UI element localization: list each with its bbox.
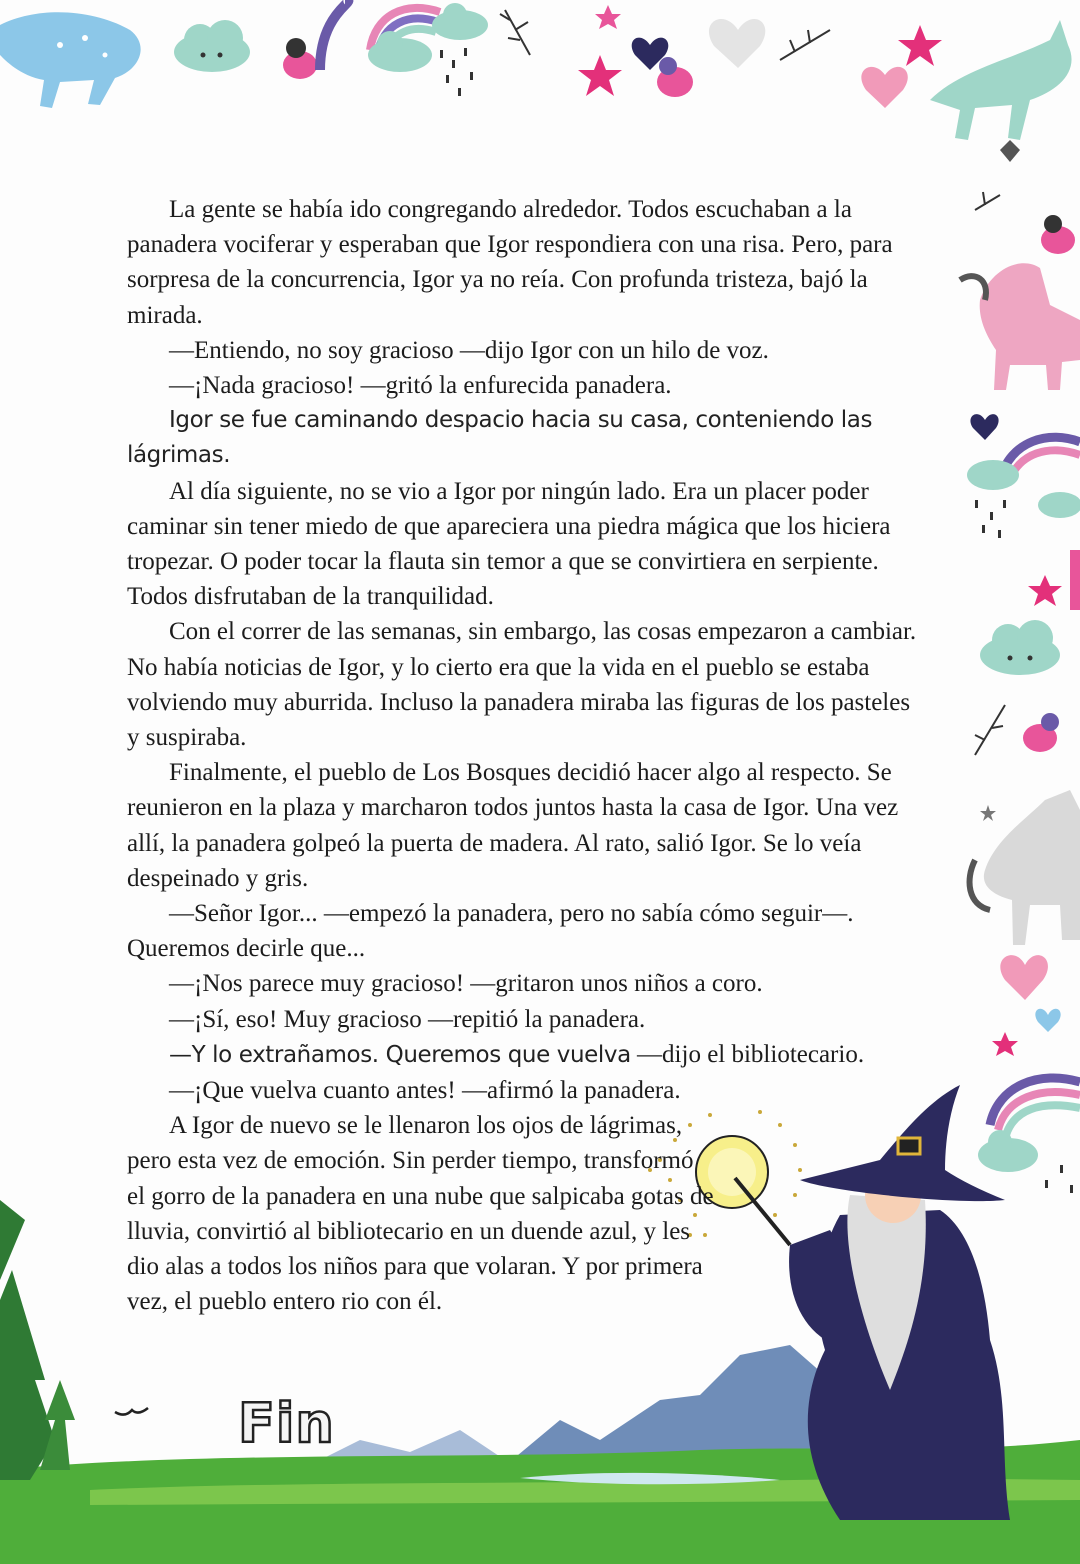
heart-icon [970,414,998,440]
handwritten-dialog: —Y lo extrañamos. Queremos que vuelva [169,1041,631,1068]
star-icon [898,25,942,66]
star-icon [578,55,622,96]
rainbow-icon [967,437,1080,518]
unicorn-illustration [960,263,1080,390]
rain-drops-icon [1045,1165,1073,1193]
branch-icon [780,30,830,60]
story-text [127,192,927,1320]
cloud-icon [980,620,1060,675]
star-icon [595,5,621,29]
rain-drops-icon [975,500,1006,538]
pine-tree-icon [0,1200,75,1480]
bird-icon [283,38,317,79]
dialog-line: —Entiendo, no soy gracioso —dijo Igor con un hilo de voz. [169,336,769,364]
ending-title: Fin [238,1392,335,1455]
pink-ribbon [1070,550,1080,610]
unicorn-illustration [0,12,141,108]
bird-icon [1041,215,1075,254]
handwritten-paragraph: Igor se fue caminando despacio hacia su casa, conteniendo las lágrimas. [127,407,873,469]
story-paragraph: Finalmente, el pueblo de Los Bosques decidió hacer algo al respecto. Se reunieron en la plaza y marcharon todos juntos hasta la casa de Igor. Una vez allí, la panadera golpeó la puerta de madera. Al rato, salió Igor. Se lo veía despeinado y gris. [127,759,899,892]
dialog-line: —¡Nos parece muy gracioso! —gritaron unos niños a coro. [169,970,763,998]
heart-icon [1035,1009,1060,1032]
right-border-illustrations [960,192,1080,1193]
rainbow-icon [978,1078,1080,1172]
branch-icon [975,705,1005,755]
dialog-line: —¡Sí, eso! Muy gracioso —repitió la panadera. [169,1005,646,1033]
bird-icon [657,57,693,97]
bird-icon [1023,713,1059,752]
heart-icon [861,67,907,108]
top-border-illustrations [0,0,1072,162]
story-paragraph: Con el correr de las semanas, sin embargo, las cosas empezaron a cambiar. No había noticias de Igor, y lo cierto era que la vida en el pueblo se estaba volviendo muy aburrida. Incluso la panadera miraba las figuras de los pasteles y suspiraba. [127,618,917,752]
star-icon [1028,575,1062,606]
diamond-icon [1000,140,1020,162]
branch-icon [500,10,530,55]
story-paragraph: La gente se había ido congregando alrededor. Todos escuchaban a la panadera vociferar y esperaban que Igor respondiera con una risa. Pero, para sorpresa de la concurrencia, Igor ya no reía. Con profunda tristeza, bajó la mirada. [127,196,893,329]
story-paragraph: Al día siguiente, no se vio a Igor por ningún lado. Era un placer poder caminar sin tener miedo de que apareciera una piedra mágica que los hiciera tropezar. O poder tocar la flauta sin temor a que se convirtiera en serpiente. Todos disfrutaban de la tranquilidad. [127,477,891,611]
dialog-attribution: —dijo el bibliotecario. [630,1040,865,1068]
heart-icon [709,19,765,68]
bird-silhouette-icon [115,1408,148,1415]
star-icon [980,805,996,821]
story-paragraph: A Igor de nuevo se le llenaron los ojos de lágrimas, pero esta vez de emoción. Sin perder tiempo, transformó el gorro de la panadera en una nube que salpicaba gotas de lluvia, convirtió al bibliotecario en un duende azul, y les dio alas a todos los niños para que volaran. Y por primera vez, el pueblo entero rio con él. [127,1112,714,1316]
dialog-line: —Señor Igor... —empezó la panadera, pero no sabía cómo seguir—. Queremos decirle que... [127,900,854,963]
dialog-line: —¡Que vuelva cuanto antes! —afirmó la panadera. [169,1077,681,1105]
heart-icon [1000,955,1048,1000]
cloud-icon [368,3,488,72]
rain-drops-icon [440,48,473,96]
star-icon [992,1032,1018,1056]
branch-icon [975,192,1000,210]
dialog-line [127,1037,927,1073]
dialog-line: —¡Nada gracioso! —gritó la enfurecida panadera. [169,372,672,400]
cloud-icon [174,20,250,72]
unicorn-illustration [930,20,1072,140]
